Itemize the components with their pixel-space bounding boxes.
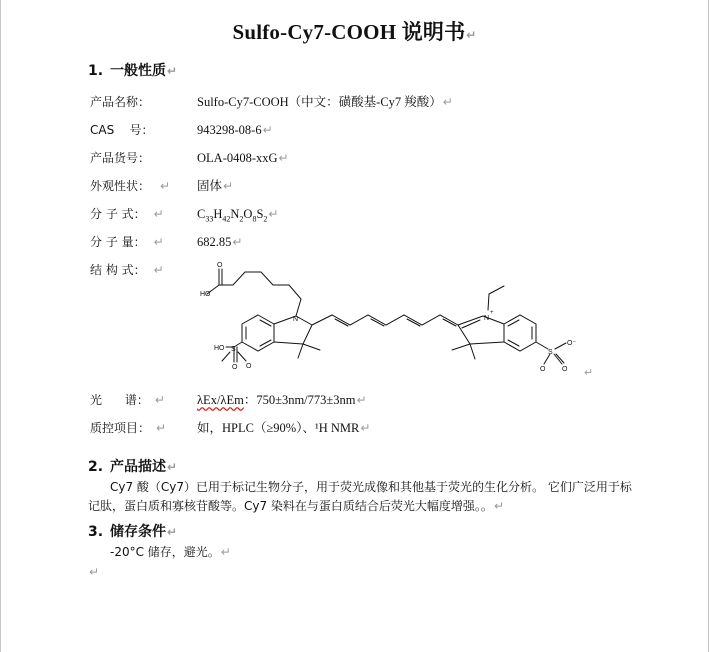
svg-text:O: O: [246, 363, 252, 370]
prop-value: Sulfo-Cy7-COOH（中文：磺酸基-Cy7 羧酸）↵: [197, 95, 453, 109]
paragraph-mark-icon: ↵: [167, 64, 178, 78]
paragraph-mark-icon: ↵: [154, 393, 165, 407]
section-heading-text: 产品描述: [110, 459, 166, 475]
paragraph-mark-icon: ↵: [153, 263, 164, 277]
paragraph-mark-icon: ↵: [493, 499, 504, 513]
svg-text:S: S: [548, 349, 553, 356]
section-heading-storage: [88, 521, 177, 541]
prop-label: 光 谱： ↵: [90, 393, 165, 407]
empty-paragraph: [88, 563, 633, 582]
svg-text:O: O: [540, 366, 546, 373]
svg-text:HO: HO: [200, 291, 211, 298]
paragraph-mark-icon: ↵: [167, 460, 178, 474]
prop-value: 固体↵: [197, 179, 234, 193]
svg-text:N: N: [484, 315, 490, 322]
prop-label: 产品名称：: [90, 95, 151, 109]
section-heading-text: 储存条件: [110, 524, 166, 540]
section-heading-text: 一般性质: [110, 63, 166, 79]
prop-label: 结 构 式： ↵: [90, 263, 164, 277]
page-edge-left: [0, 0, 1, 652]
paragraph-mark-icon: ↵: [167, 525, 178, 539]
description-paragraph: [88, 478, 633, 516]
chemical-structure-image: [190, 258, 600, 383]
document-title: [0, 16, 709, 46]
prop-label: CAS 号：: [90, 123, 154, 137]
svg-text:+: +: [490, 310, 494, 316]
paragraph-mark-icon: ↵: [232, 235, 243, 249]
svg-text:O⁻: O⁻: [567, 340, 577, 347]
prop-label: 分 子 量： ↵: [90, 235, 164, 249]
svg-text:↵: ↵: [584, 367, 594, 379]
paragraph-mark-icon: ↵: [223, 179, 234, 193]
svg-text:O: O: [217, 262, 223, 269]
paragraph-mark-icon: ↵: [89, 565, 100, 579]
section-number: 1.: [88, 63, 104, 79]
paragraph-mark-icon: ↵: [278, 151, 289, 165]
prop-label: 分 子 式： ↵: [90, 207, 164, 221]
svg-text:O: O: [562, 366, 568, 373]
paragraph-mark-icon: ↵: [356, 393, 367, 407]
paragraph-mark-icon: ↵: [160, 179, 171, 193]
spectrum-value: λEx/λEm：750±3nm/773±3nm↵: [197, 393, 367, 407]
svg-text:S: S: [231, 346, 236, 353]
prop-label: 产品货号：: [90, 151, 151, 165]
paragraph-mark-icon: ↵: [466, 28, 477, 42]
section-number: 3.: [88, 524, 104, 540]
paragraph-mark-icon: ↵: [153, 207, 164, 221]
paragraph-mark-icon: ↵: [268, 207, 279, 221]
section-heading-general: [88, 60, 177, 80]
svg-text:HO: HO: [214, 345, 225, 352]
section-heading-description: [88, 456, 177, 476]
prop-value: 943298-08-6↵: [197, 123, 273, 137]
paragraph-mark-icon: ↵: [360, 421, 371, 435]
storage-text: -20°C 储存，避光。: [110, 545, 220, 559]
section-number: 2.: [88, 459, 104, 475]
prop-value: 如，HPLC（≥90%）、¹H NMR↵: [197, 421, 371, 435]
prop-label: 质控项目： ↵: [90, 421, 167, 435]
prop-value: OLA-0408-xxG↵: [197, 151, 289, 165]
paragraph-mark-icon: ↵: [153, 235, 164, 249]
paragraph-mark-icon: ↵: [262, 123, 273, 137]
title-text: Sulfo-Cy7-COOH 说明书: [232, 20, 466, 44]
molecular-formula: $C_{33}H_{42}N_2O_8S_2↵$: [197, 207, 279, 224]
storage-paragraph: [88, 543, 633, 562]
description-text: Cy7 酸（Cy7）已用于标记生物分子，用于荧光成像和其他基于荧光的生化分析。 它们广泛用于标记肽，蛋白质和寡核苷酸等。Cy7 染料在与蛋白质结合后荧光大幅度增强。。: [88, 480, 632, 513]
prop-value: 682.85↵: [197, 235, 243, 249]
paragraph-mark-icon: ↵: [220, 545, 231, 559]
svg-text:N: N: [293, 316, 299, 323]
paragraph-mark-icon: ↵: [156, 421, 167, 435]
svg-text:O: O: [232, 364, 238, 371]
prop-label: 外观性状： ↵: [90, 179, 171, 193]
paragraph-mark-icon: ↵: [442, 95, 453, 109]
